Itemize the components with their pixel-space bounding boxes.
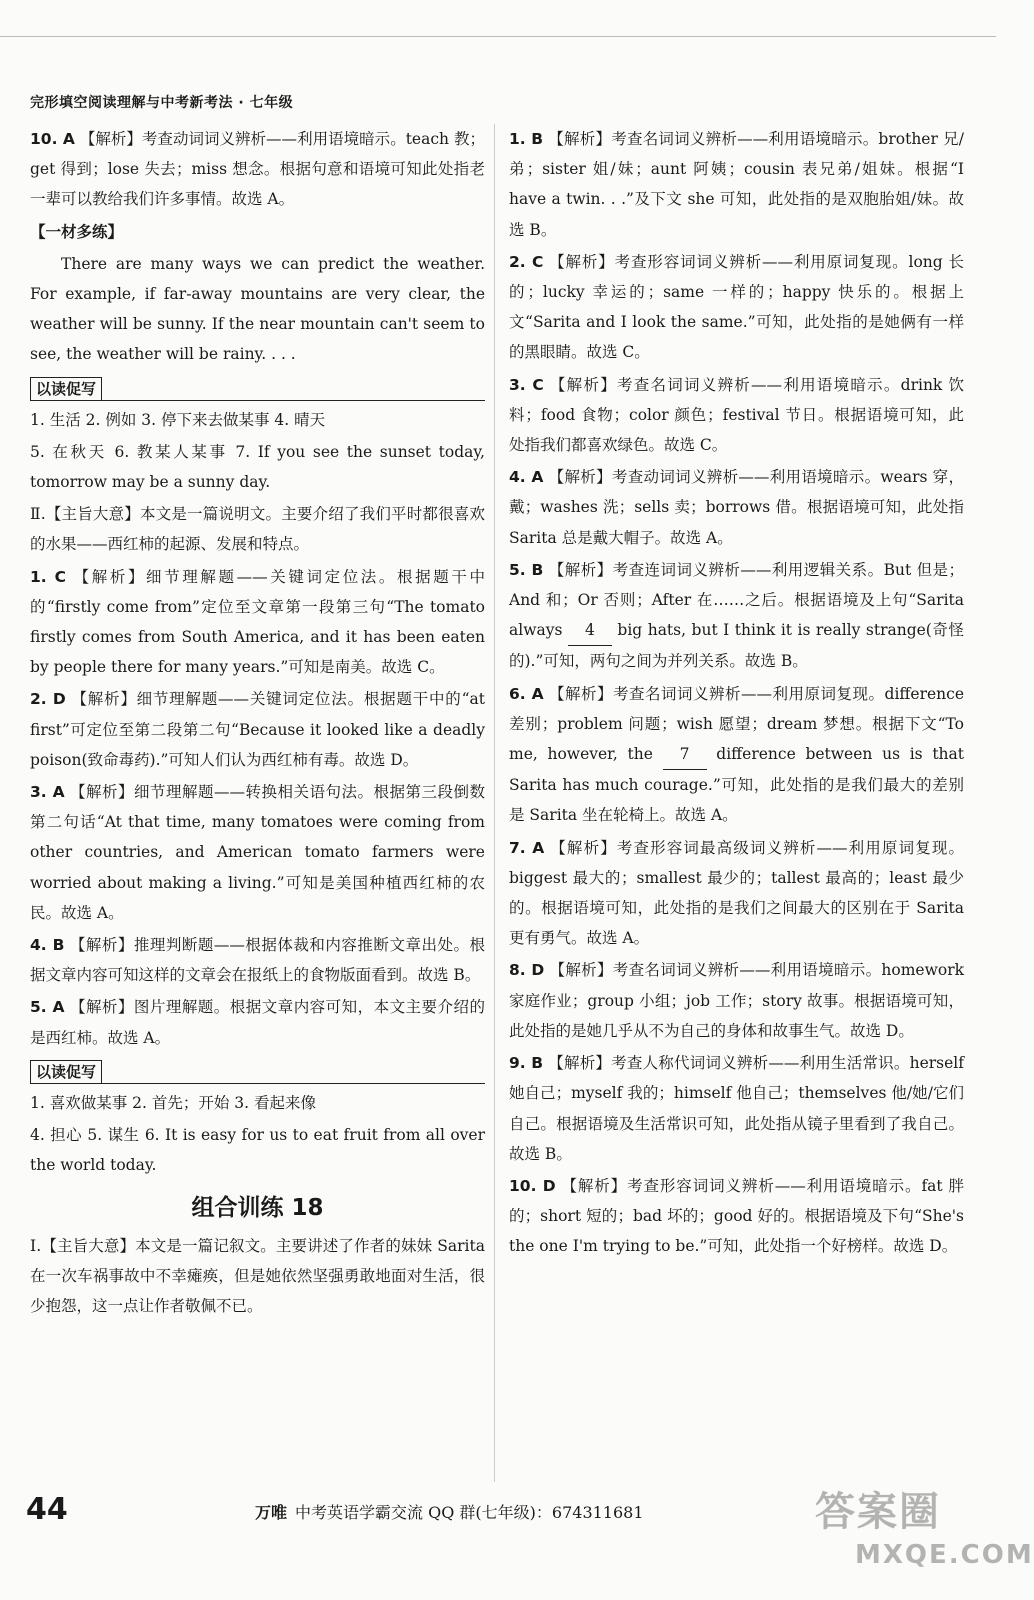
- section-label: 以读促写: [30, 377, 102, 401]
- section-label: 以读促写: [30, 1060, 102, 1084]
- answer-text: 【解析】考查动词词义辨析——利用语境暗示。teach 教；get 得到；lose 失去；miss 想念。根据句意和语境可知此处指老一辈可以教给我们许多事情。故选 A。: [30, 130, 485, 209]
- column-divider: [494, 124, 495, 1482]
- answer-right-1: [509, 124, 964, 245]
- page-number: 44: [26, 1492, 68, 1527]
- group-title: 组合训练 18: [191, 1194, 324, 1221]
- watermark-logo: [815, 1489, 1034, 1590]
- answer-text: 【解析】推理判断题——根据体裁和内容推断文章出处。根据文章内容可知这样的文章会在报纸上的食物版面看到。故选 B。: [30, 936, 485, 985]
- answer-right-5: [509, 555, 964, 677]
- answer-text-a: 【解析】考查名词词义辨析——利用原词复现。difference 差别；problem 问题；wish 愿望；dream 梦想。根据下文“To me, however, the: [509, 684, 964, 764]
- watermark-main: 答案圈: [815, 1489, 941, 1535]
- yicai-text: There are many ways we can predict the weather. For example, if far-away mountains are very clear, the weather will be sunny. If the near mountain can't seem to see, the weather will be rainy. . . .: [30, 254, 485, 364]
- answer-number: 2. D: [30, 690, 66, 709]
- answer-text: 【解析】考查形容词词义辨析——利用语境暗示。fat 胖的；short 短的；bad 坏的；good 好的。根据语境及下句“She's the one I'm trying to be.”可知，此处指一个好榜样。故选 D。: [509, 1176, 964, 1256]
- part1-intro: Ⅰ.【主旨大意】本文是一篇记叙文。主要讲述了作者的妹妹 Sarita 在一次车祸事故中不幸瘫痪，但是她依然坚强勇敢地面对生活，很少抱怨，这一点让作者敬佩不已。: [30, 1236, 485, 1316]
- left-column: [30, 124, 485, 1323]
- answer-left-3: [30, 777, 485, 928]
- part2-intro: Ⅱ.【主旨大意】本文是一篇说明文。主要介绍了我们平时都很喜欢的水果——西红柿的起源、发展和特点。: [30, 505, 485, 554]
- answer-number: 5. A: [30, 998, 65, 1017]
- right-column: [509, 124, 964, 1264]
- answer-text: 【解析】考查动词词义辨析——利用语境暗示。wears 穿，戴；washes 洗；sells 卖；borrows 借。根据语境可知，此处指 Sarita 总是戴大帽子。故选 A。: [509, 468, 964, 547]
- section-bar-2: [30, 1057, 485, 1084]
- answer-text: 【解析】考查名词词义辨析——利用语境暗示。brother 兄/弟；sister 姐/妹；aunt 阿姨；cousin 表兄弟/姐妹。根据“I have a twin. . .”及下文 she 可知，此处指的是双胞胎姐/妹。故选 B。: [509, 130, 965, 239]
- header-rule: [0, 36, 996, 37]
- answer-number: 1. C: [30, 567, 67, 586]
- yicai-title: 【一材多练】: [30, 222, 124, 241]
- answer-number: 7. A: [509, 838, 545, 857]
- answer-left-4: [30, 930, 485, 990]
- answer-number: 3. A: [30, 783, 65, 802]
- answer-text-b: big hats, but I think it is really strange(奇怪的).”可知，两句之间为并列关系。故选 B。: [509, 621, 964, 671]
- answer-left-5: [30, 992, 485, 1052]
- running-head: 完形填空阅读理解与中考新考法 · 七年级: [30, 95, 294, 111]
- answer-text: 【解析】考查人称代词词义辨析——利用生活常识。herself 她自己；myself 我的；himself 他自己；themselves 他/她/它们自己。根据语境及生活常识可知，此处指从镜子里看到了我自己。故选 B。: [509, 1054, 964, 1163]
- answer-number: 8. D: [509, 961, 545, 980]
- answer-left-q10: [30, 124, 485, 215]
- footer-qq: 中考英语学霸交流 QQ 群(七年级)：674311681: [295, 1503, 644, 1522]
- brand-logo: 万唯: [255, 1503, 288, 1522]
- answer-text: 【解析】考查形容词词义辨析——利用原词复现。long 长的；lucky 幸运的；same 一样的；happy 快乐的。根据上文“Sarita and I look the same.”可知，此处指的是她俩有一样的黑眼睛。故选 C。: [509, 252, 964, 362]
- answer-number: 9. B: [509, 1054, 544, 1073]
- answer-text: 【解析】考查名词词义辨析——利用语境暗示。drink 饮料；food 食物；color 颜色；festival 节日。根据语境可知，此处指我们都喜欢绿色。故选 C。: [509, 375, 965, 455]
- answer-number: 4. B: [30, 936, 65, 955]
- answer-text: 【解析】考查形容词最高级词义辨析——利用原词复现。biggest 最大的；smallest 最少的；tallest 最高的；least 最少的。根据语境可知，此处指的是我们之间最大的区别在于 Sarita 更有勇气。故选 A。: [509, 838, 964, 948]
- answer-number: 1. B: [509, 130, 544, 148]
- answer-number: 3. C: [509, 375, 544, 394]
- answer-number: 6. A: [509, 684, 544, 703]
- answer-number: 2. C: [509, 252, 544, 271]
- section1-line1: 1. 生活 2. 例如 3. 停下来去做某事 4. 晴天: [30, 410, 326, 429]
- answer-left-2: [30, 684, 485, 775]
- answer-number: 5. B: [509, 560, 544, 579]
- answer-text: 【解析】细节理解题——关键词定位法。根据题干中的“firstly come from”定位至文章第一段第三句“The tomato firstly comes from South America, and it has been eaten by people there for many years.”可知是南美。故选 C。: [30, 567, 485, 677]
- answer-left-1: [30, 562, 485, 683]
- section-bar-1: [30, 374, 485, 401]
- answer-text-b: difference between us is that Sarita has much courage.”可知，此处指的是我们最大的差别是 Sarita 坐在轮椅上。故选 A。: [509, 745, 964, 825]
- section2-line2: 4. 担心 5. 谋生 6. It is easy for us to eat fruit from all over the world today.: [30, 1126, 485, 1175]
- answer-text: 【解析】细节理解题——转换相关语句法。根据第三段倒数第二句话“At that time, many tomatoes were coming from other countries, and American tomato farmers were worried about making a living.”可知是美国种植西红柿的农民。故选 A。: [30, 783, 485, 922]
- answer-right-3: [509, 370, 964, 461]
- answer-number: 10. A: [30, 130, 75, 148]
- answer-number: 10. D: [509, 1176, 556, 1195]
- footer-text: [255, 1500, 644, 1523]
- answer-right-4: [509, 462, 964, 553]
- watermark-url: MXQE.COM: [855, 1540, 1034, 1570]
- answer-right-7: [509, 833, 964, 954]
- section1-line2: 5. 在秋天 6. 教某人某事 7. If you see the sunset today, tomorrow may be a sunny day.: [30, 442, 485, 492]
- answer-right-9: [509, 1048, 964, 1169]
- answer-number: 4. A: [509, 468, 544, 487]
- answer-right-6: [509, 679, 964, 831]
- answer-text: 【解析】图片理解题。根据文章内容可知，本文主要介绍的是西红柿。故选 A。: [30, 998, 485, 1047]
- answer-text: 【解析】细节理解题——关键词定位法。根据题干中的“at first”可定位至第二段第二句“Because it looked like a deadly poison(致命毒药).”可知人们认为西红柿有毒。故选 D。: [30, 690, 485, 769]
- answer-right-8: [509, 955, 964, 1046]
- section2-line1: 1. 喜欢做某事 2. 首先；开始 3. 看起来像: [30, 1093, 317, 1112]
- answer-text-a: 【解析】考查连词词义辨析——利用逻辑关系。But 但是；And 和；Or 否则；After 在……之后。根据语境及上句“Sarita always: [509, 560, 965, 640]
- blank-number: 4: [568, 615, 612, 646]
- blank-number: 7: [663, 739, 707, 770]
- answer-right-10: [509, 1171, 964, 1262]
- answer-text: 【解析】考查名词词义辨析——利用语境暗示。homework 家庭作业；group 小组；job 工作；story 故事。根据语境可知，此处指的是她几乎从不为自己的身体和故事生气。故选 D。: [509, 961, 964, 1040]
- answer-right-2: [509, 247, 964, 368]
